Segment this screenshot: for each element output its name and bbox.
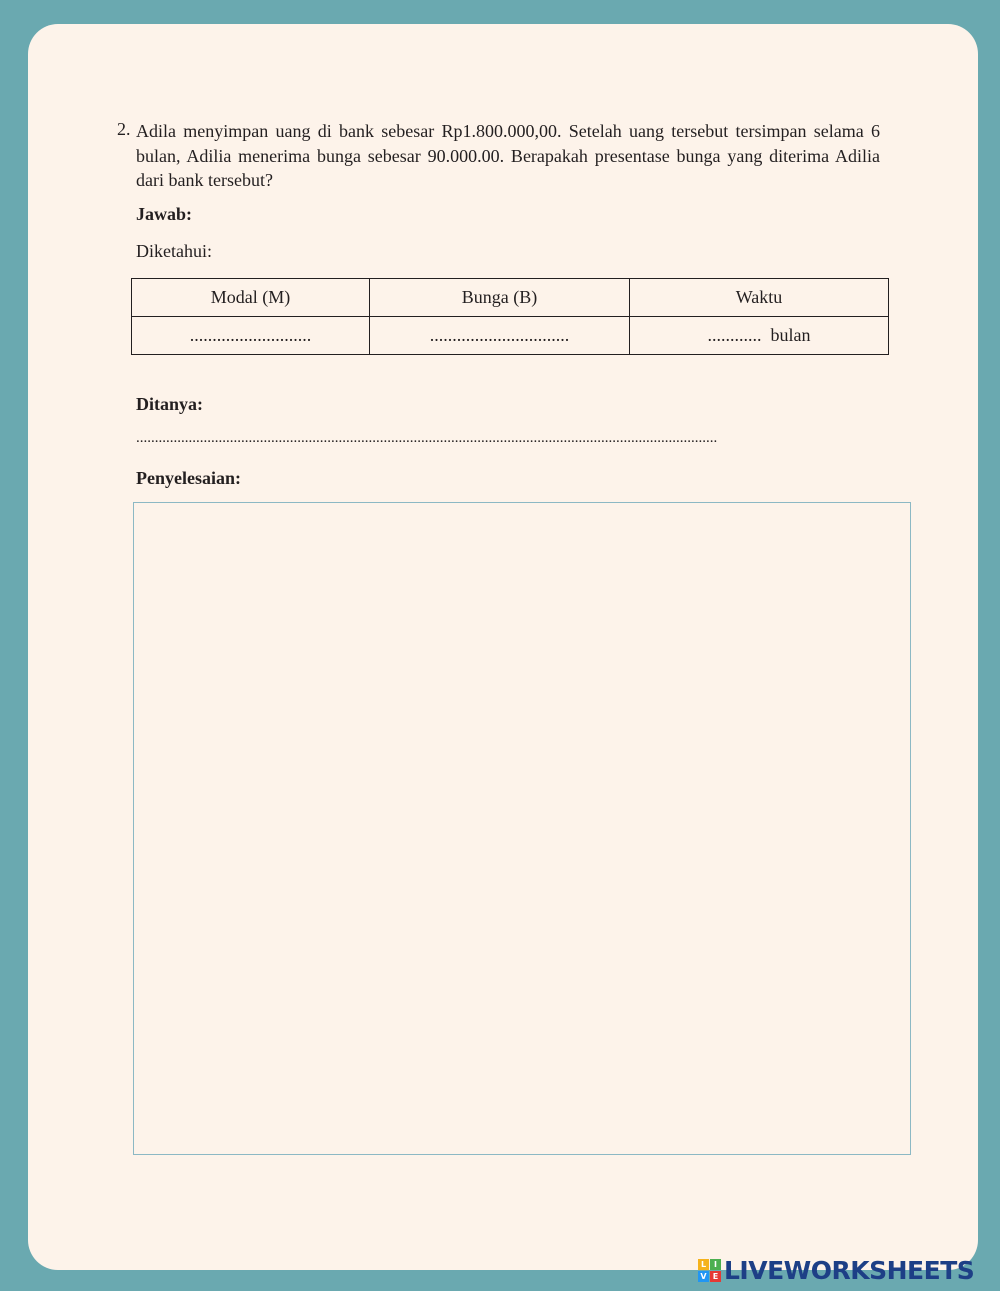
modal-blank[interactable]: ........................... bbox=[132, 317, 370, 355]
logo-text: LIVEWORKSHEETS bbox=[724, 1255, 975, 1285]
waktu-blank[interactable]: ............ bulan bbox=[630, 317, 889, 355]
logo-letter-e: E bbox=[710, 1271, 721, 1282]
logo-icon bbox=[698, 1259, 721, 1282]
liveworksheets-logo bbox=[698, 1255, 974, 1285]
logo-letter-i: I bbox=[710, 1259, 721, 1270]
question-text: Adila menyimpan uang di bank sebesar Rp1.800.000,00. Setelah uang tersebut tersimpan selama 6 bulan, Adilia menerima bunga sebesar 90.000.00. Berapakah presentase bunga yang diterima Adilia dari bank tersebut? bbox=[136, 121, 880, 190]
known-table bbox=[131, 278, 889, 355]
known-label: Diketahui: bbox=[136, 241, 212, 261]
table-header-row bbox=[132, 279, 889, 317]
asked-label: Ditanya: bbox=[136, 394, 203, 414]
logo-letter-l: L bbox=[698, 1259, 709, 1270]
header-modal: Modal (M) bbox=[132, 279, 370, 317]
asked-answer-line[interactable]: ........................................................................................................................................................... bbox=[136, 430, 718, 446]
solution-answer-box[interactable] bbox=[133, 502, 911, 1155]
logo-letter-v: V bbox=[698, 1271, 709, 1282]
solution-label: Penyelesaian: bbox=[136, 468, 241, 488]
table-value-row bbox=[132, 317, 889, 355]
header-waktu: Waktu bbox=[630, 279, 889, 317]
header-bunga: Bunga (B) bbox=[370, 279, 630, 317]
bunga-blank[interactable]: ............................... bbox=[370, 317, 630, 355]
answer-label: Jawab: bbox=[136, 204, 193, 224]
question-number: 2. bbox=[117, 119, 131, 139]
